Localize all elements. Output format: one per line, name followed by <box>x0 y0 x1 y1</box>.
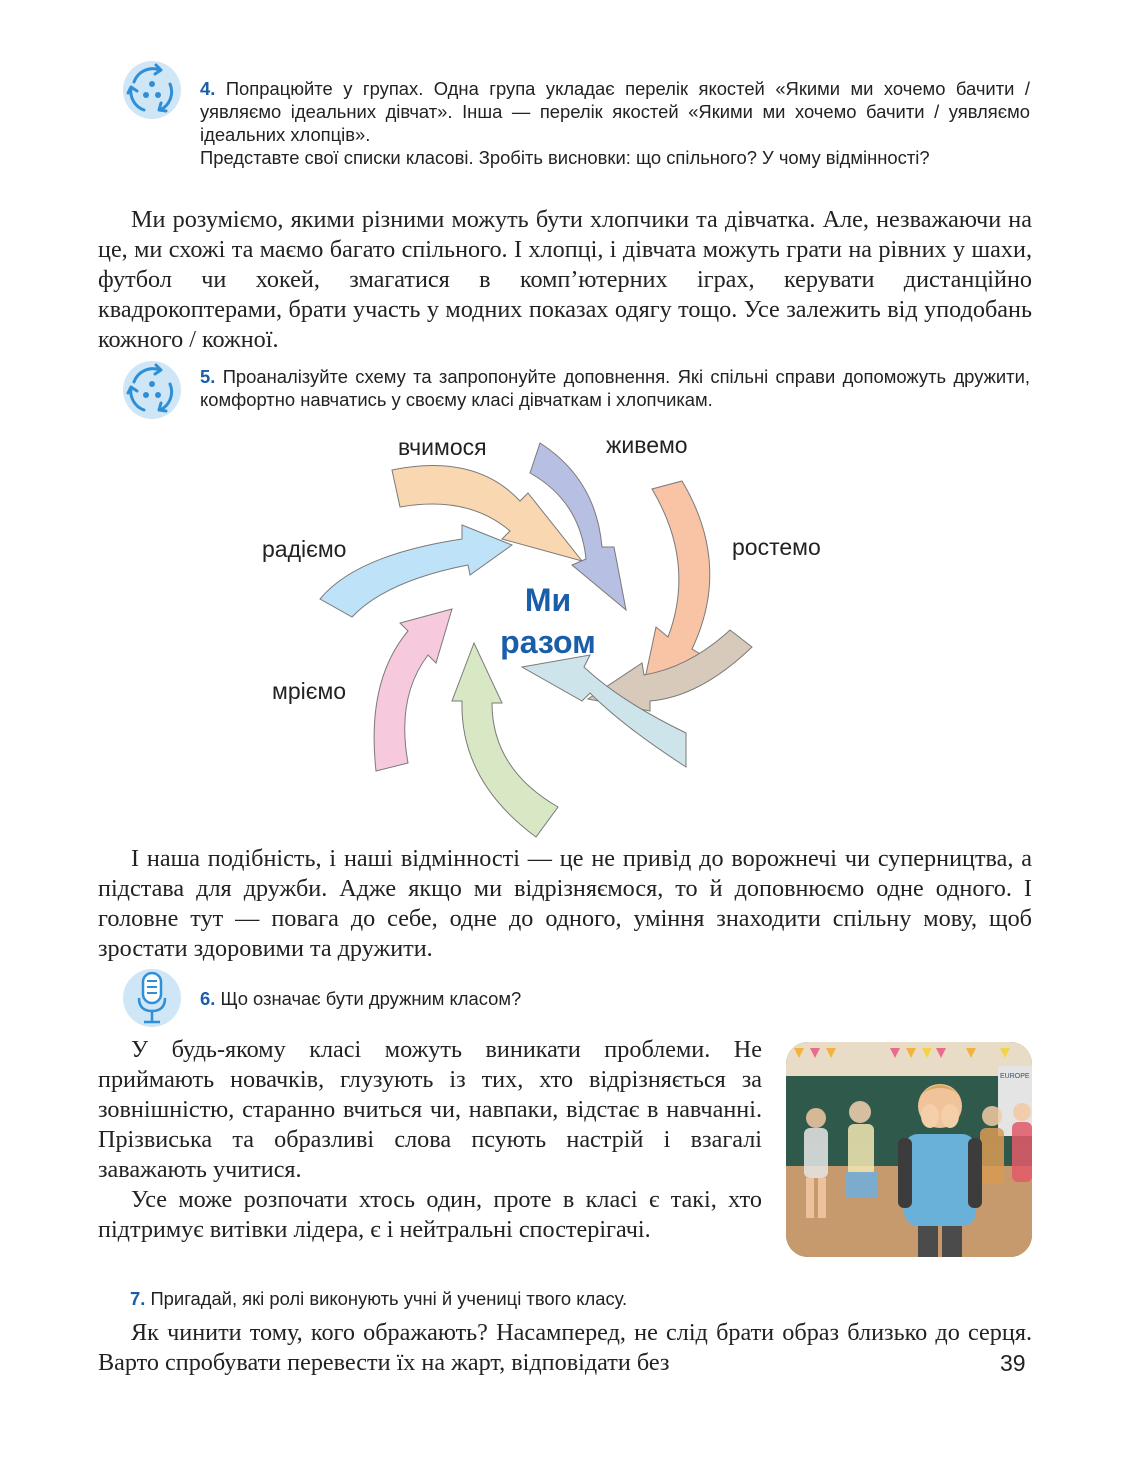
paragraph-text: Усе може розпочати хтось один, проте в класі є такі, хто підтримує витівки лідера, є і нейтральні спостерігачі. <box>98 1186 762 1243</box>
group-work-icon <box>120 358 184 422</box>
label-learn: вчимося <box>398 434 487 460</box>
label-dream: мріємо <box>272 678 347 704</box>
task-text: Попрацюйте у групах. Одна група укладає перелік якостей «Якими ми хочемо бачити / уявляємо ідеальних дівчат». Інша — перелік якостей «Якими ми хочемо бачити / уявляємо ідеальних хлопців». <box>200 78 1030 145</box>
page-number: 39 <box>1000 1350 1026 1376</box>
center-title: Ми <box>524 582 572 618</box>
task-number: 5. <box>200 366 216 387</box>
task-number: 7. <box>130 1288 146 1309</box>
paragraph <box>98 1318 1032 1378</box>
arrow-sky <box>320 525 512 617</box>
arrow-pink <box>374 609 452 771</box>
task-number: 4. <box>200 78 216 99</box>
group-work-icon <box>120 58 184 122</box>
task-number: 6. <box>200 988 216 1009</box>
label-live: живемо <box>606 432 688 458</box>
task-text: Представте свої списки класові. Зробіть висновки: що спільного? У чому відмінності? <box>200 147 930 168</box>
label-rejoice: радіємо <box>262 536 347 562</box>
board-text: EUROPE <box>1000 1073 1030 1080</box>
paragraph <box>98 205 1032 355</box>
microphone-icon <box>120 966 184 1030</box>
paragraph-text: У будь-якому класі можуть виникати проблеми. Не приймають новачків, глузують із тих, хто відрізняється за зовнішністю, старанно вчиться чи, навпаки, відстає в навчанні. Прізвиська та образливі слова псують настрій і взагалі заважають учитися. <box>98 1036 762 1183</box>
paragraph-text: Ми розуміємо, якими різними можуть бути хлопчики та дівчатка. Але, незважаючи на це, ми схожі та маємо багато спільного. І хлопці, і дівчата можуть грати на рівних у шахи, футбол чи хокей, змагатися в комп’ютерних іграх, керувати дистанційно квадрокоптерами, брати участь у модних показах одягу тощо. Усе залежить від уподобань кожного / кожної. <box>98 206 1032 353</box>
paragraph-text: І наша подібність, і наші відмінності — це не привід до ворожнечі чи суперництва, а підстава для дружби. Адже якщо ми відрізняємося, то й доповнюємо одне одного. І головне тут — повага до себе, одне до одного, уміння знаходити спільну мову, щоб зростати здоровими та дружити. <box>98 845 1032 962</box>
task-7 <box>130 1287 1030 1310</box>
paragraph <box>98 1035 762 1245</box>
classroom-bullying-photo <box>786 1042 1032 1257</box>
task-text: Проаналізуйте схему та запропонуйте доповнення. Які спільні справи допоможуть дружити, комфортно навчатись у своєму класі дівчаткам і хлопчикам. <box>200 366 1030 410</box>
task-text: Що означає бути дружним класом? <box>220 988 522 1009</box>
center-title: разом <box>500 624 596 660</box>
paragraph <box>98 844 1032 964</box>
task-text: Пригадай, які ролі виконують учні й учениці твого класу. <box>150 1288 628 1309</box>
paragraph-text: Як чинити тому, кого ображають? Насамперед, не слід брати образ близько до серця. Варто спробувати перевести їх на жарт, відповідати без <box>98 1319 1032 1376</box>
task-6 <box>200 987 1030 1010</box>
together-diagram <box>240 405 860 855</box>
label-grow: ростемо <box>732 534 821 560</box>
task-4 <box>200 77 1030 169</box>
